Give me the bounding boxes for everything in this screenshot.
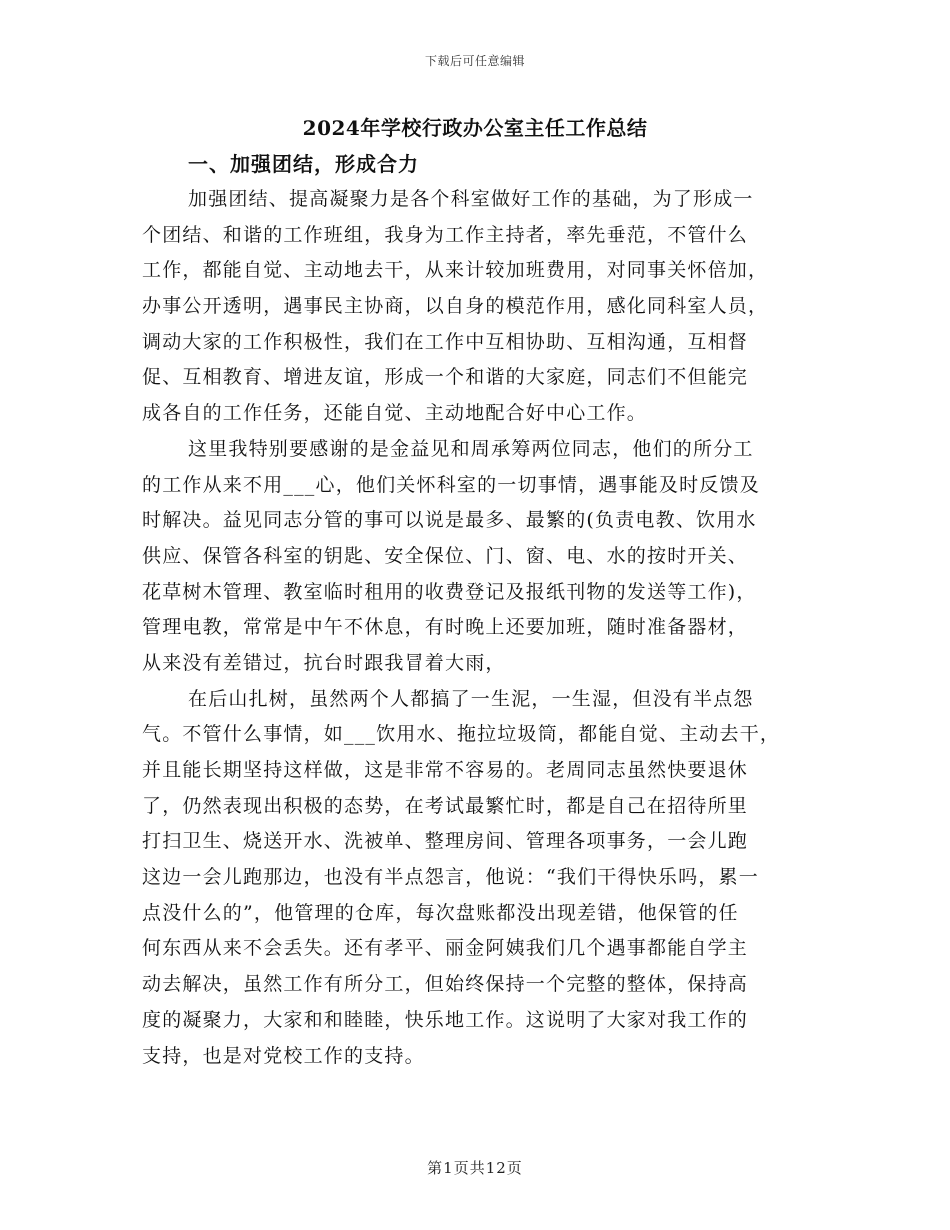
paragraph-line: 成各自的工作任务，还能自觉、主动地配合好中心工作。 [142,402,648,425]
paragraph-line: 促、互相教育、增进友谊，形成一个和谐的大家庭，同志们不但能完 [142,366,749,389]
paragraph-line: 供应、保管各科室的钥匙、安全保位、门、窗、电、水的按时开关、 [142,544,749,567]
document-title: 2024年学校行政办公室主任工作总结 [302,116,648,140]
paragraph-line: 这里我特别要感谢的是金益见和周承筹两位同志，他们的所分工 [188,437,754,460]
paragraph-line: 度的凝聚力，大家和和睦睦，快乐地工作。这说明了大家对我工作的 [142,1008,749,1031]
paragraph-line: 动去解决，虽然工作有所分工，但始终保持一个完整的整体，保持高 [142,973,749,996]
header-note: 下载后可任意编辑 [424,54,525,68]
paragraph-line: 个团结、和谐的工作班组，我身为工作主持者，率先垂范，不管什么 [142,223,749,246]
paragraph-line: 何东西从来不会丢失。还有孝平、丽金阿姨我们几个遇事都能自学主 [142,937,749,960]
paragraph-line: 办事公开透明，遇事民主协商，以自身的模范作用，感化同科室人员， [142,295,769,318]
paragraph-line: 工作，都能自觉、主动地去干，从来计较加班费用，对同事关怀倍加， [142,259,769,282]
paragraph-line: 加强团结、提高凝聚力是各个科室做好工作的基础，为了形成一 [188,188,754,210]
paragraph-line: 了，仍然表现出积极的态势，在考试最繁忙时，都是自己在招待所里 [142,794,749,817]
paragraph-line: 打扫卫生、烧送开水、洗被单、整理房间、管理各项事务，一会儿跑 [142,830,749,853]
paragraph-line: 调动大家的工作积极性，我们在工作中互相协助、互相沟通，互相督 [142,330,749,353]
paragraph-line: 这边一会儿跑那边，也没有半点怨言，他说：“我们干得快乐吗，累一 [142,866,759,889]
paragraph-line: 在后山扎树，虽然两个人都搞了一生泥，一生湿，但没有半点怨 [188,687,754,710]
paragraph-line: 点没什么的”，他管理的仓库，每次盘账都没出现差错，他保管的任 [142,901,739,924]
paragraph-line: 支持，也是对党校工作的支持。 [142,1044,425,1067]
paragraph-line: 管理电教，常常是中午不休息，有时晚上还要加班，随时准备器材， [142,616,749,639]
paragraph-line: 时解决。益见同志分管的事可以说是最多、最繁的(负责电教、饮用水 [142,509,757,532]
paragraph-line: 的工作从来不用___心，他们关怀科室的一切事情，遇事能及时反馈及 [142,473,760,496]
document-body [142,182,810,1074]
page-number-footer: 第1页共12页 [427,1159,523,1177]
paragraph-line: 花草树木管理、教室临时租用的收费登记及报纸刊物的发送等工作)， [142,580,757,603]
paragraph-line: 从来没有差错过，抗台时跟我冒着大雨， [142,651,506,674]
paragraph-line: 并且能长期坚持这样做，这是非常不容易的。老周同志虽然快要退休 [142,759,749,781]
paragraph-line: 气。不管什么事情，如___饮用水、拖拉垃圾筒，都能自觉、主动去干， [142,723,781,746]
section-heading: 一、加强团结，形成合力 [188,152,419,176]
